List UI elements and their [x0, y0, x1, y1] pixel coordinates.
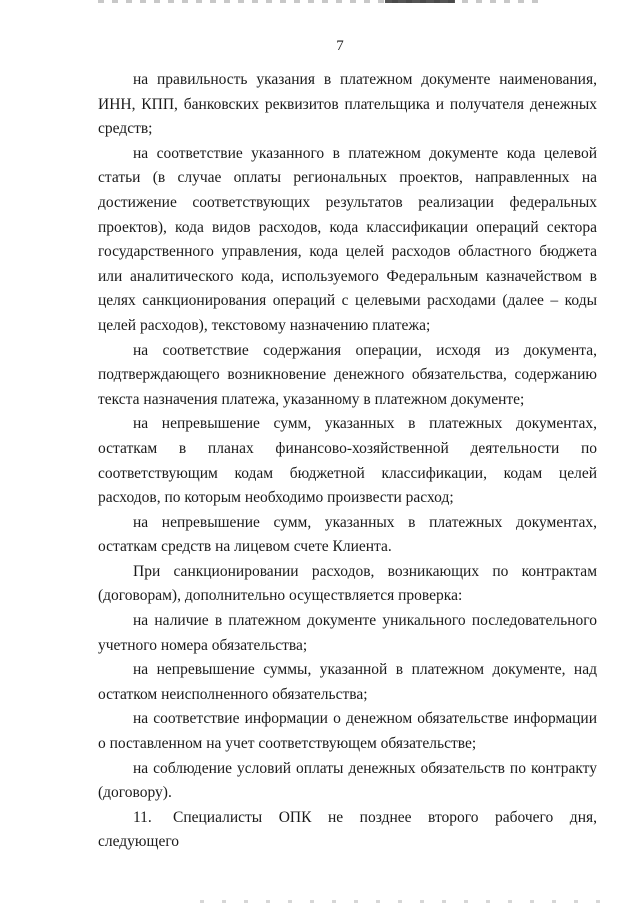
paragraph: на непревышение суммы, указанной в платежном документе, над остатком неисполненного обязательства; — [98, 661, 597, 703]
item-text: Специалисты ОПК не позднее второго рабочего дня, следующего — [98, 808, 597, 851]
paragraph: на непревышение сумм, указанных в платежных документах, остаткам в планах финансово-хозяйственной деятельности по соответствующим кодам бюджетной классификации, кодам целей расходов, по которым необходимо произвести расход; — [98, 415, 597, 507]
paragraph: на соответствие содержания операции, исходя из документа, подтверждающего возникновение денежного обязательства, содержанию текста назначения платежа, указанному в платежном документе; — [98, 341, 597, 408]
numbered-paragraph — [98, 806, 597, 855]
item-number: 11. — [133, 808, 152, 826]
paragraph: на соответствие информации о денежном обязательстве информации о поставленном на учет соответствующем обязательстве; — [98, 710, 597, 753]
paragraph: на непревышение сумм, указанных в платежных документах, остаткам средств на лицевом счете Клиента. — [98, 513, 597, 556]
paragraph: на соответствие указанного в платежном документе кода целевой статьи (в случае оплаты региональных проектов, направленных на достижение соответствующих результатов реализации федеральных проектов), кода видов расходов, кода классификации операций сектора государственного управления, кода целей расходов областного бюджета или аналитического кода, используемого Федеральным казначейством в целях санкционирования операций с целевыми расходами (далее – коды целей расходов), текстовому назначению платежа; — [98, 144, 597, 334]
paragraph: При санкционировании расходов, возникающих по контрактам (договорам), дополнительно осуществляется проверка: — [98, 562, 597, 605]
paragraph: на правильность указания в платежном документе наименования, ИНН, КПП, банковских реквизитов плательщика и получателя денежных средств; — [98, 71, 597, 138]
paragraph: на наличие в платежном документе уникального последовательного учетного номера обязательства; — [98, 612, 597, 654]
page-number: 7 — [336, 38, 344, 54]
document-body — [98, 68, 597, 855]
scan-artifact-top-dark — [385, 0, 455, 3]
scan-artifact-bottom — [200, 900, 600, 903]
scan-artifact-top — [98, 0, 538, 3]
paragraph: на соблюдение условий оплаты денежных обязательств по контракту (договору). — [98, 759, 597, 802]
